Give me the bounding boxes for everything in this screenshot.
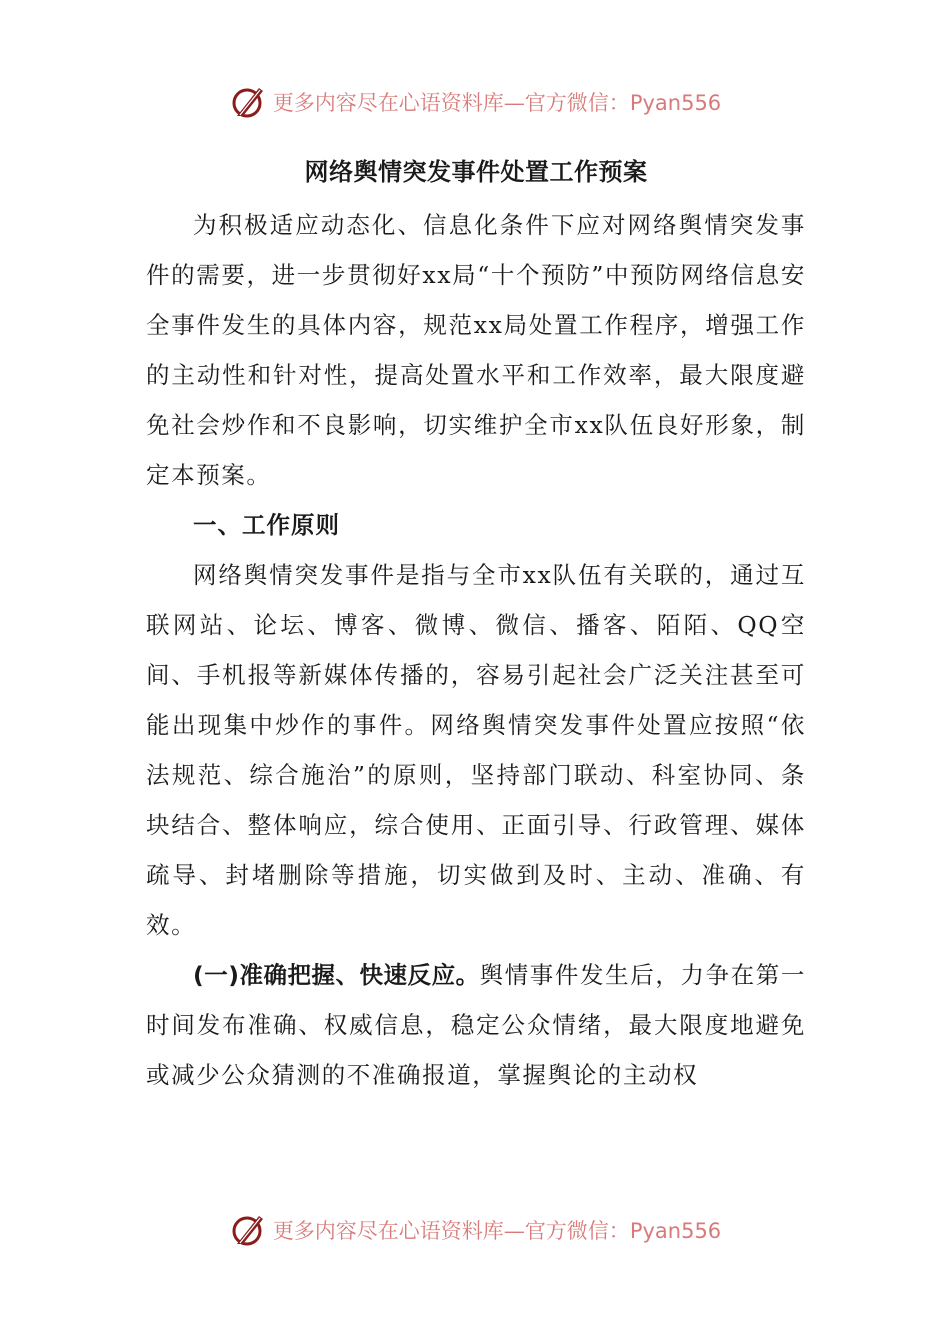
- section-paragraph: 网络舆情突发事件是指与全市xx队伍有关联的，通过互联网站、论坛、博客、微博、微信、播客、陌陌、QQ空间、手机报等新媒体传播的，容易引起社会广泛关注甚至可能出现集中炒作的事件。网络舆情突发事件处置应按照“依法规范、综合施治”的原则，坚持部门联动、科室协同、条块结合、整体响应，综合使用、正面引导、行政管理、媒体疏导、封堵删除等措施，切实做到及时、主动、准确、有效。: [146, 561, 806, 939]
- banner-prefix: 更多内容尽在心语资料库: [272, 91, 504, 115]
- banner-wechat-id: Pyan556: [629, 91, 722, 115]
- banner-text: [273, 1215, 721, 1245]
- quill-logo-icon: [229, 82, 269, 122]
- section-heading: 一、工作原则: [193, 511, 340, 539]
- document-title: 网络舆情突发事件处置工作预案: [304, 157, 648, 186]
- intro-paragraph: 为积极适应动态化、信息化条件下应对网络舆情突发事件的需要，进一步贯彻好xx局“十个预防”中预防网络信息安全事件发生的具体内容，规范xx局处置工作程序，增强工作的主动性和针对性，提高处置水平和工作效率，最大限度避免社会炒作和不良影响，切实维护全市xx队伍良好形象，制定本预案。: [146, 211, 806, 489]
- document-body: [146, 150, 806, 1100]
- footer-watermark-banner: [0, 1208, 950, 1252]
- header-watermark-banner: [0, 80, 950, 124]
- banner-suffix: 官方微信：: [524, 91, 630, 115]
- subsection-paragraph: [146, 950, 806, 1100]
- quill-logo-icon: [229, 1210, 269, 1250]
- subsection-lead: (一)准确把握、快速反应。: [193, 961, 480, 989]
- banner-wechat-id: Pyan556: [629, 1219, 722, 1243]
- banner-prefix: 更多内容尽在心语资料库: [272, 1219, 504, 1243]
- banner-text: [273, 87, 721, 117]
- subsection-text: 舆情事件发生后，力争在第一时间发布准确、权威信息，稳定公众情绪，最大限度地避免或减少公众猜测的不准确报道，掌握舆论的主动权: [146, 961, 806, 1089]
- banner-separator: —: [503, 91, 525, 115]
- banner-suffix: 官方微信：: [524, 1219, 630, 1243]
- banner-separator: —: [503, 1219, 525, 1243]
